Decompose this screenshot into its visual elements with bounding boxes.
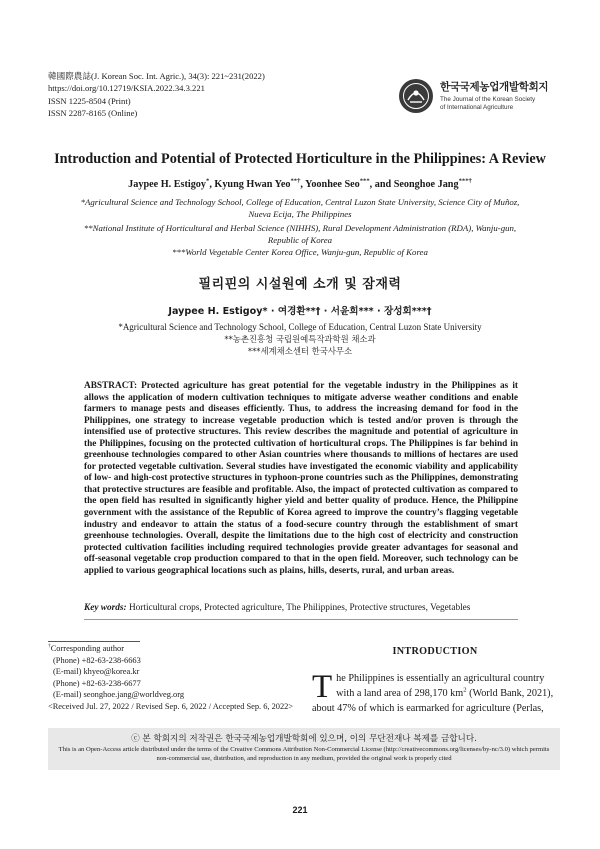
license-english: This is an Open-Access article distributed under the terms of the Creative Commons Attribution Non-Commercial License (http://creativecommons.org/licenses/by-nc/3.0) which permits non-commercial use, distribution, and reproduction in any medium, provided the original work is properly cited — [58, 746, 550, 762]
keywords — [84, 603, 518, 613]
abstract — [84, 381, 518, 577]
affiliation-line: Republic of Korea — [267, 235, 333, 245]
phone-2: (Phone) +82-63-238-6677 — [53, 678, 141, 688]
society-emblem-icon — [398, 78, 434, 114]
abstract-label: ABSTRACT: — [84, 381, 138, 391]
society-name-english: The Journal of the Korean Society of International Agriculture — [440, 96, 536, 111]
society-name-korean: 한국국제농업개발학회지 — [440, 81, 549, 93]
author-name: Kyung Hwan Yeo — [214, 179, 291, 190]
author-name: Jaypee H. Estigoy — [128, 179, 206, 190]
issn-online: ISSN 2287-8165 (Online) — [48, 108, 138, 119]
korean-title: 필리핀의 시설원예 소개 및 잠재력 — [198, 277, 402, 292]
phone-1: (Phone) +82-63-238-6663 — [53, 655, 141, 665]
received-dates: <Received Jul. 27, 2022 / Revised Sep. 6, 2022 / Accepted Sep. 6, 2022> — [48, 701, 294, 711]
section-divider — [84, 619, 518, 620]
keywords-label: Key words: — [84, 603, 127, 613]
issn-print: ISSN 1225-8504 (Print) — [48, 95, 131, 106]
keywords-text: Horticultural crops, Protected agriculture, The Philippines, Protective structures, Vegetables — [128, 603, 471, 613]
copyright-korean: ⓒ 본 학회지의 저작권은 한국국제농업개발학회에 있으며, 이의 무단전재나 복제를 금합니다. — [131, 734, 477, 744]
korean-affiliation-line: *Agricultural Science and Technology School, College of Education, Central Luzon State University — [118, 322, 482, 332]
journal-citation: 韓國際農誌(J. Korean Soc. Int. Agric.), 34(3): 221~231(2022) — [48, 71, 265, 81]
introduction-body: T he Philippines is essentially an agricultural country with a land area of 298,170 $km^2$ (World Bank, 2021), about 47% of which is earmarked for agriculture (Perlas, — [312, 669, 554, 714]
license-box — [48, 728, 560, 770]
affiliation-line: ***World Vegetable Center Korea Office, Wanju-gun, Republic of Korea — [172, 247, 428, 257]
korean-author-list: Jaypee H. Estigoy* · 여경환**† · 서윤희*** · 장성회***† — [168, 306, 432, 317]
email-2[interactable]: (E-mail) seonghoe.jang@worldveg.org — [53, 690, 185, 699]
author-name: Yoonhee Seo — [305, 179, 360, 190]
footnote-divider — [48, 641, 140, 642]
doi-link[interactable]: https://doi.org/10.12719/KSIA.2022.34.3.221 — [48, 83, 205, 94]
author-list: Jaypee H. Estigoy*, Kyung Hwan Yeo**†, Yoonhee Seo***, and Seonghoe Jang***† — [128, 177, 472, 190]
korean-affiliation-line: ***세계채소센터 한국사무소 — [247, 346, 353, 356]
page-number: 221 — [292, 805, 308, 815]
society-logo — [398, 76, 558, 118]
journal-header — [48, 70, 368, 120]
korean-affiliation-line: **농촌진흥청 국립원예특작과학원 채소과 — [224, 334, 376, 344]
corresponding-author-note: †Corresponding author (Phone) +82-63-238-6663 (E-mail) khyeo@korea.kr (Phone) +82-63-238-6677 (E-mail) seonghoe.jang@worldveg.org <Received Jul. 27, 2022 / Revised Sep. 6, 2022 / Accepted Sep. 6, 2022> — [48, 643, 298, 712]
introduction-heading: INTRODUCTION — [392, 646, 478, 657]
author-name: and Seonghoe Jang — [374, 179, 459, 190]
affiliation-line: **National Institute of Horticultural and Herbal Science (NIHHS), Rural Development Administration (RDA), Wanju-gun, — [83, 223, 517, 233]
abstract-text: Protected agriculture has great potential for the vegetable industry in the Philippines as it allows the application of modern cultivation techniques to mitigate adverse weather conditions and enable farmers to manage pests and diseases efficiently. Thus, to address the increasing demand for food in the Philippines, one strategy to increase vegetable production which is tested and/or proven is through the intensified use of protective structures. This review describes the magnitude and potential of agriculture in the Philippines, focusing on the protected cultivation of horticultural crops. The Philippines is far behind in greenhouse technologies compared to other Asian countries where thousands to millions of hectares are used for protected vegetable cultivation. Several studies have investigated the economic viability and applicability of low- and high-cost protective structures in typhoon-prone countries such as the Philippines, demonstrating that protective structures are feasible and profitable. Also, the impact of protected cultivation as compared to the open field has resulted in significantly higher yield and better quality of produce. Hence, the Philippine government with the assistance of the Republic of Korea agreed to improve the country’s flagging vegetable industry and endeavor to attain the status of a food-secure country through the establishment of smart greenhouse technologies. Overall, despite the limitations due to the high cost of electricity and construction protected cultivation facilities including required technologies provide greater advantages for seasonal and off-seasonal vegetable crop production compared to that in the open field. Moreover, such technology can be applied to various geographical locations such as plains, hills, deserts, rural, and urban areas. — [84, 381, 519, 576]
affiliation-line: *Agricultural Science and Technology School, College of Education, Central Luzon State University, Science City of Muñoz, — [80, 197, 520, 207]
email-1[interactable]: (E-mail) khyeo@korea.kr — [53, 667, 140, 676]
paper-title: Introduction and Potential of Protected Horticulture in the Philippines: A Review — [54, 151, 546, 167]
drop-cap: T — [312, 669, 333, 705]
affiliation-line: Nueva Ecija, The Philippines — [248, 209, 352, 219]
